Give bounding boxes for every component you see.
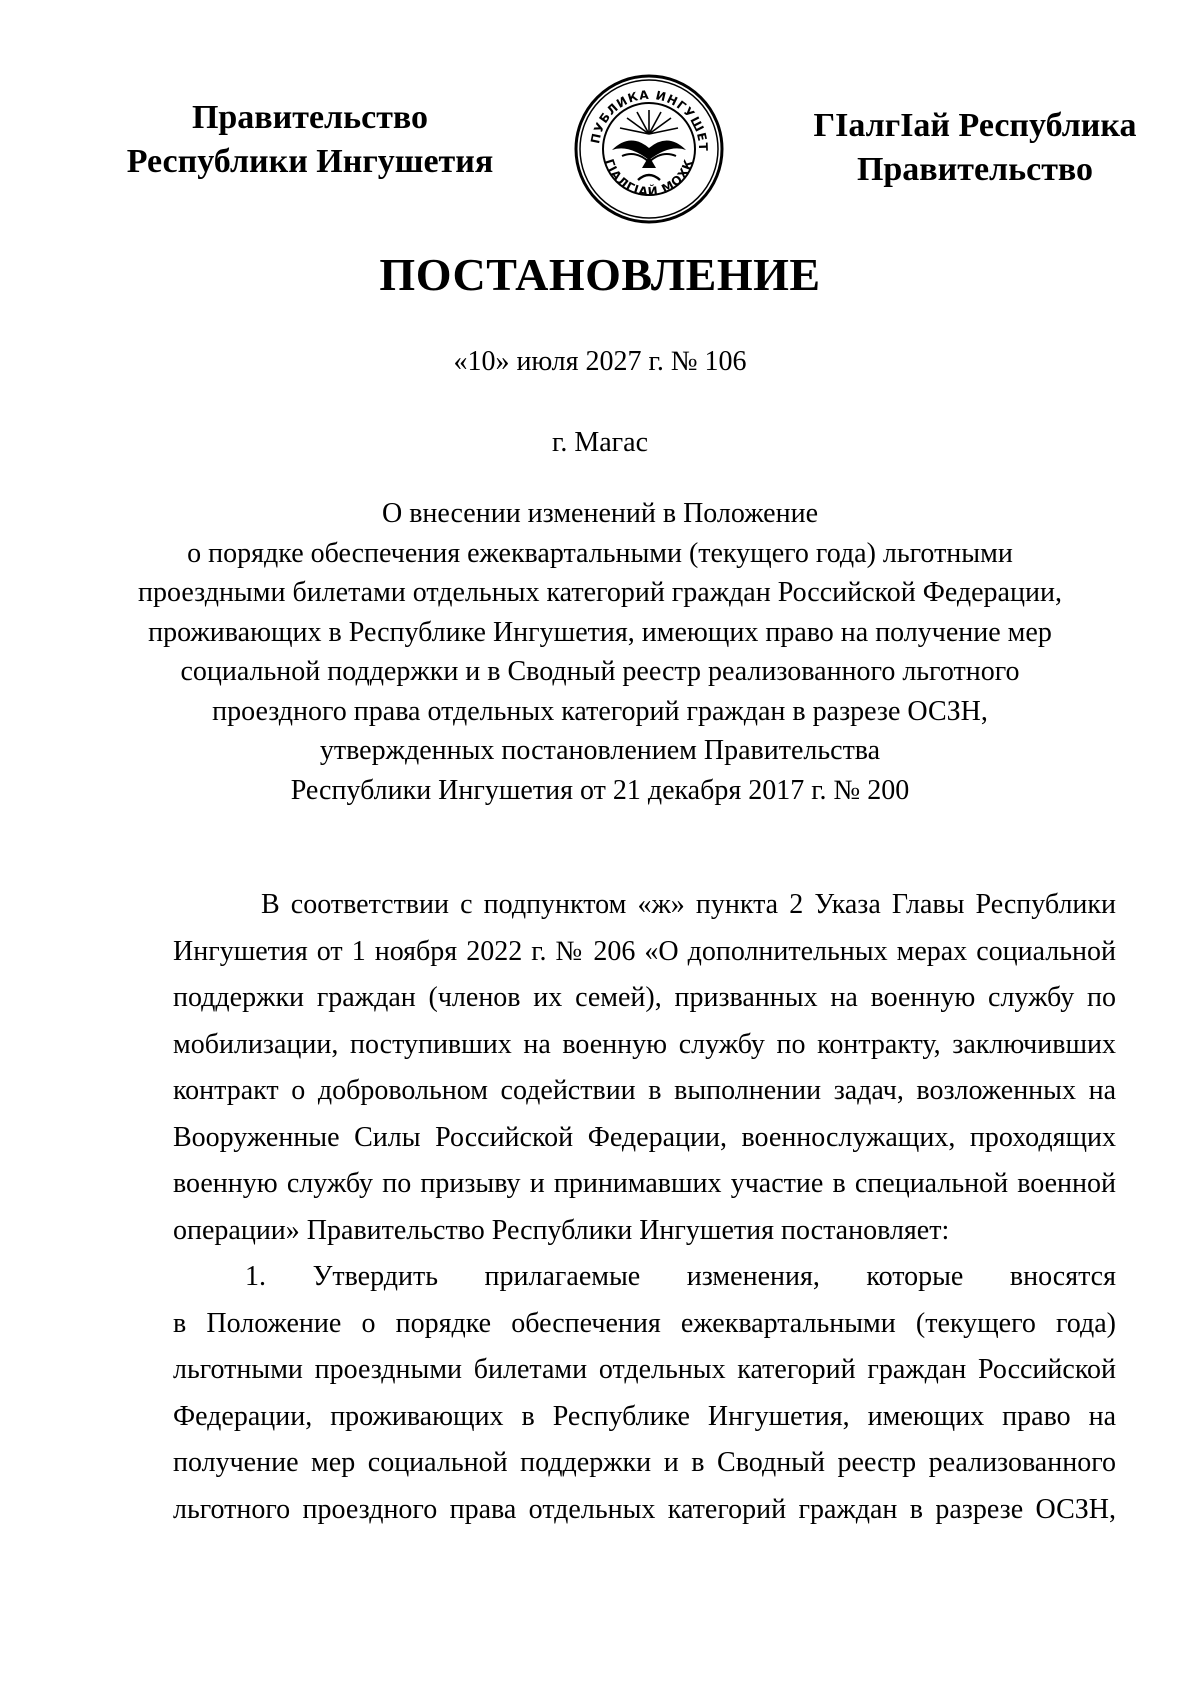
body-line: Федерации, проживающих в Республике Ингушетия, имеющих право на: [173, 1400, 1116, 1432]
header-left-block: [100, 96, 520, 184]
svg-text:РЕСПУБЛИКА ИНГУШЕТИЯ: [572, 72, 710, 152]
body-line: поддержки граждан (членов их семей), призванных на военную службу по: [173, 982, 1116, 1013]
subject-line: Республики Ингушетия от 21 декабря 2017 г. № 200: [290, 774, 910, 806]
body-line: контракт о добровольном содействии в выполнении задач, возложенных на: [173, 1075, 1116, 1106]
subject-line: социальной поддержки и в Сводный реестр реализованного льготного: [180, 656, 1020, 687]
subject-line: утвержденных постановлением Правительства: [319, 735, 881, 766]
document-city: г. Магас: [552, 427, 648, 458]
body-line: льготного проездного права отдельных категорий граждан в разрезе ОСЗН,: [173, 1493, 1116, 1525]
body-line: в Положение о порядке обеспечения ежеквартальными (текущего года): [173, 1307, 1116, 1339]
emblem-top-text: ПУБЛИКА ИНГУШЕТ: [588, 87, 711, 152]
header-right-block: [790, 104, 1160, 192]
document-date-number: «10» июля 2027 г. № 106: [453, 346, 747, 377]
body-line: льготными проездными билетами отдельных категорий граждан Российской: [173, 1354, 1116, 1385]
emblem-seal-graphic: [572, 72, 726, 226]
subject-line: О внесении изменений в Положение: [381, 498, 818, 529]
preamble-paragraph: [173, 882, 1116, 1254]
subject-line: о порядке обеспечения ежеквартальными (текущего года) льготными: [187, 537, 1013, 569]
body-line: операции» Правительство Республики Ингушетия постановляет:: [173, 1214, 950, 1246]
header-left-line1: Правительство: [191, 99, 429, 136]
subject-line: проездного права отдельных категорий граждан в разрезе ОСЗН,: [212, 695, 988, 727]
document-title: ПОСТАНОВЛЕНИЕ: [379, 249, 821, 300]
item-1-paragraph: [173, 1254, 1116, 1533]
coat-of-arms-emblem-icon: [572, 72, 726, 226]
body-line: получение мер социальной поддержки и в Сводный реестр реализованного: [173, 1447, 1116, 1478]
header-left-line2: Республики Ингушетия: [126, 143, 494, 180]
body-line: В соответствии с подпунктом «ж» пункта 2 Указа Главы Республики: [261, 889, 1116, 920]
body-line: мобилизации, поступивших на военную службу по контракту, заключивших: [173, 1028, 1116, 1060]
body-line: военную службу по призыву и принимавших участие в специальной военной: [173, 1168, 1116, 1199]
body-line: Вооруженные Силы Российской Федерации, военнослужащих, проходящих: [173, 1121, 1116, 1153]
header-right-line1: ГIалгIай Республика: [813, 107, 1137, 144]
document-body: [173, 882, 1116, 1533]
document-subject: [120, 494, 1080, 810]
body-line: Ингушетия от 1 ноября 2022 г. № 206 «О дополнительных мерах социальной: [173, 935, 1116, 967]
header-right-line2: Правительство: [856, 151, 1094, 188]
subject-line: проживающих в Республике Ингушетия, имеющих право на получение мер: [148, 616, 1052, 648]
emblem-bottom-text: ГIАЛГIАЙ МОХК: [602, 156, 697, 200]
body-line: 1. Утвердить прилагаемые изменения, которые вносятся: [245, 1261, 1116, 1292]
subject-line: проездными билетами отдельных категорий граждан Российской Федерации,: [138, 577, 1062, 608]
